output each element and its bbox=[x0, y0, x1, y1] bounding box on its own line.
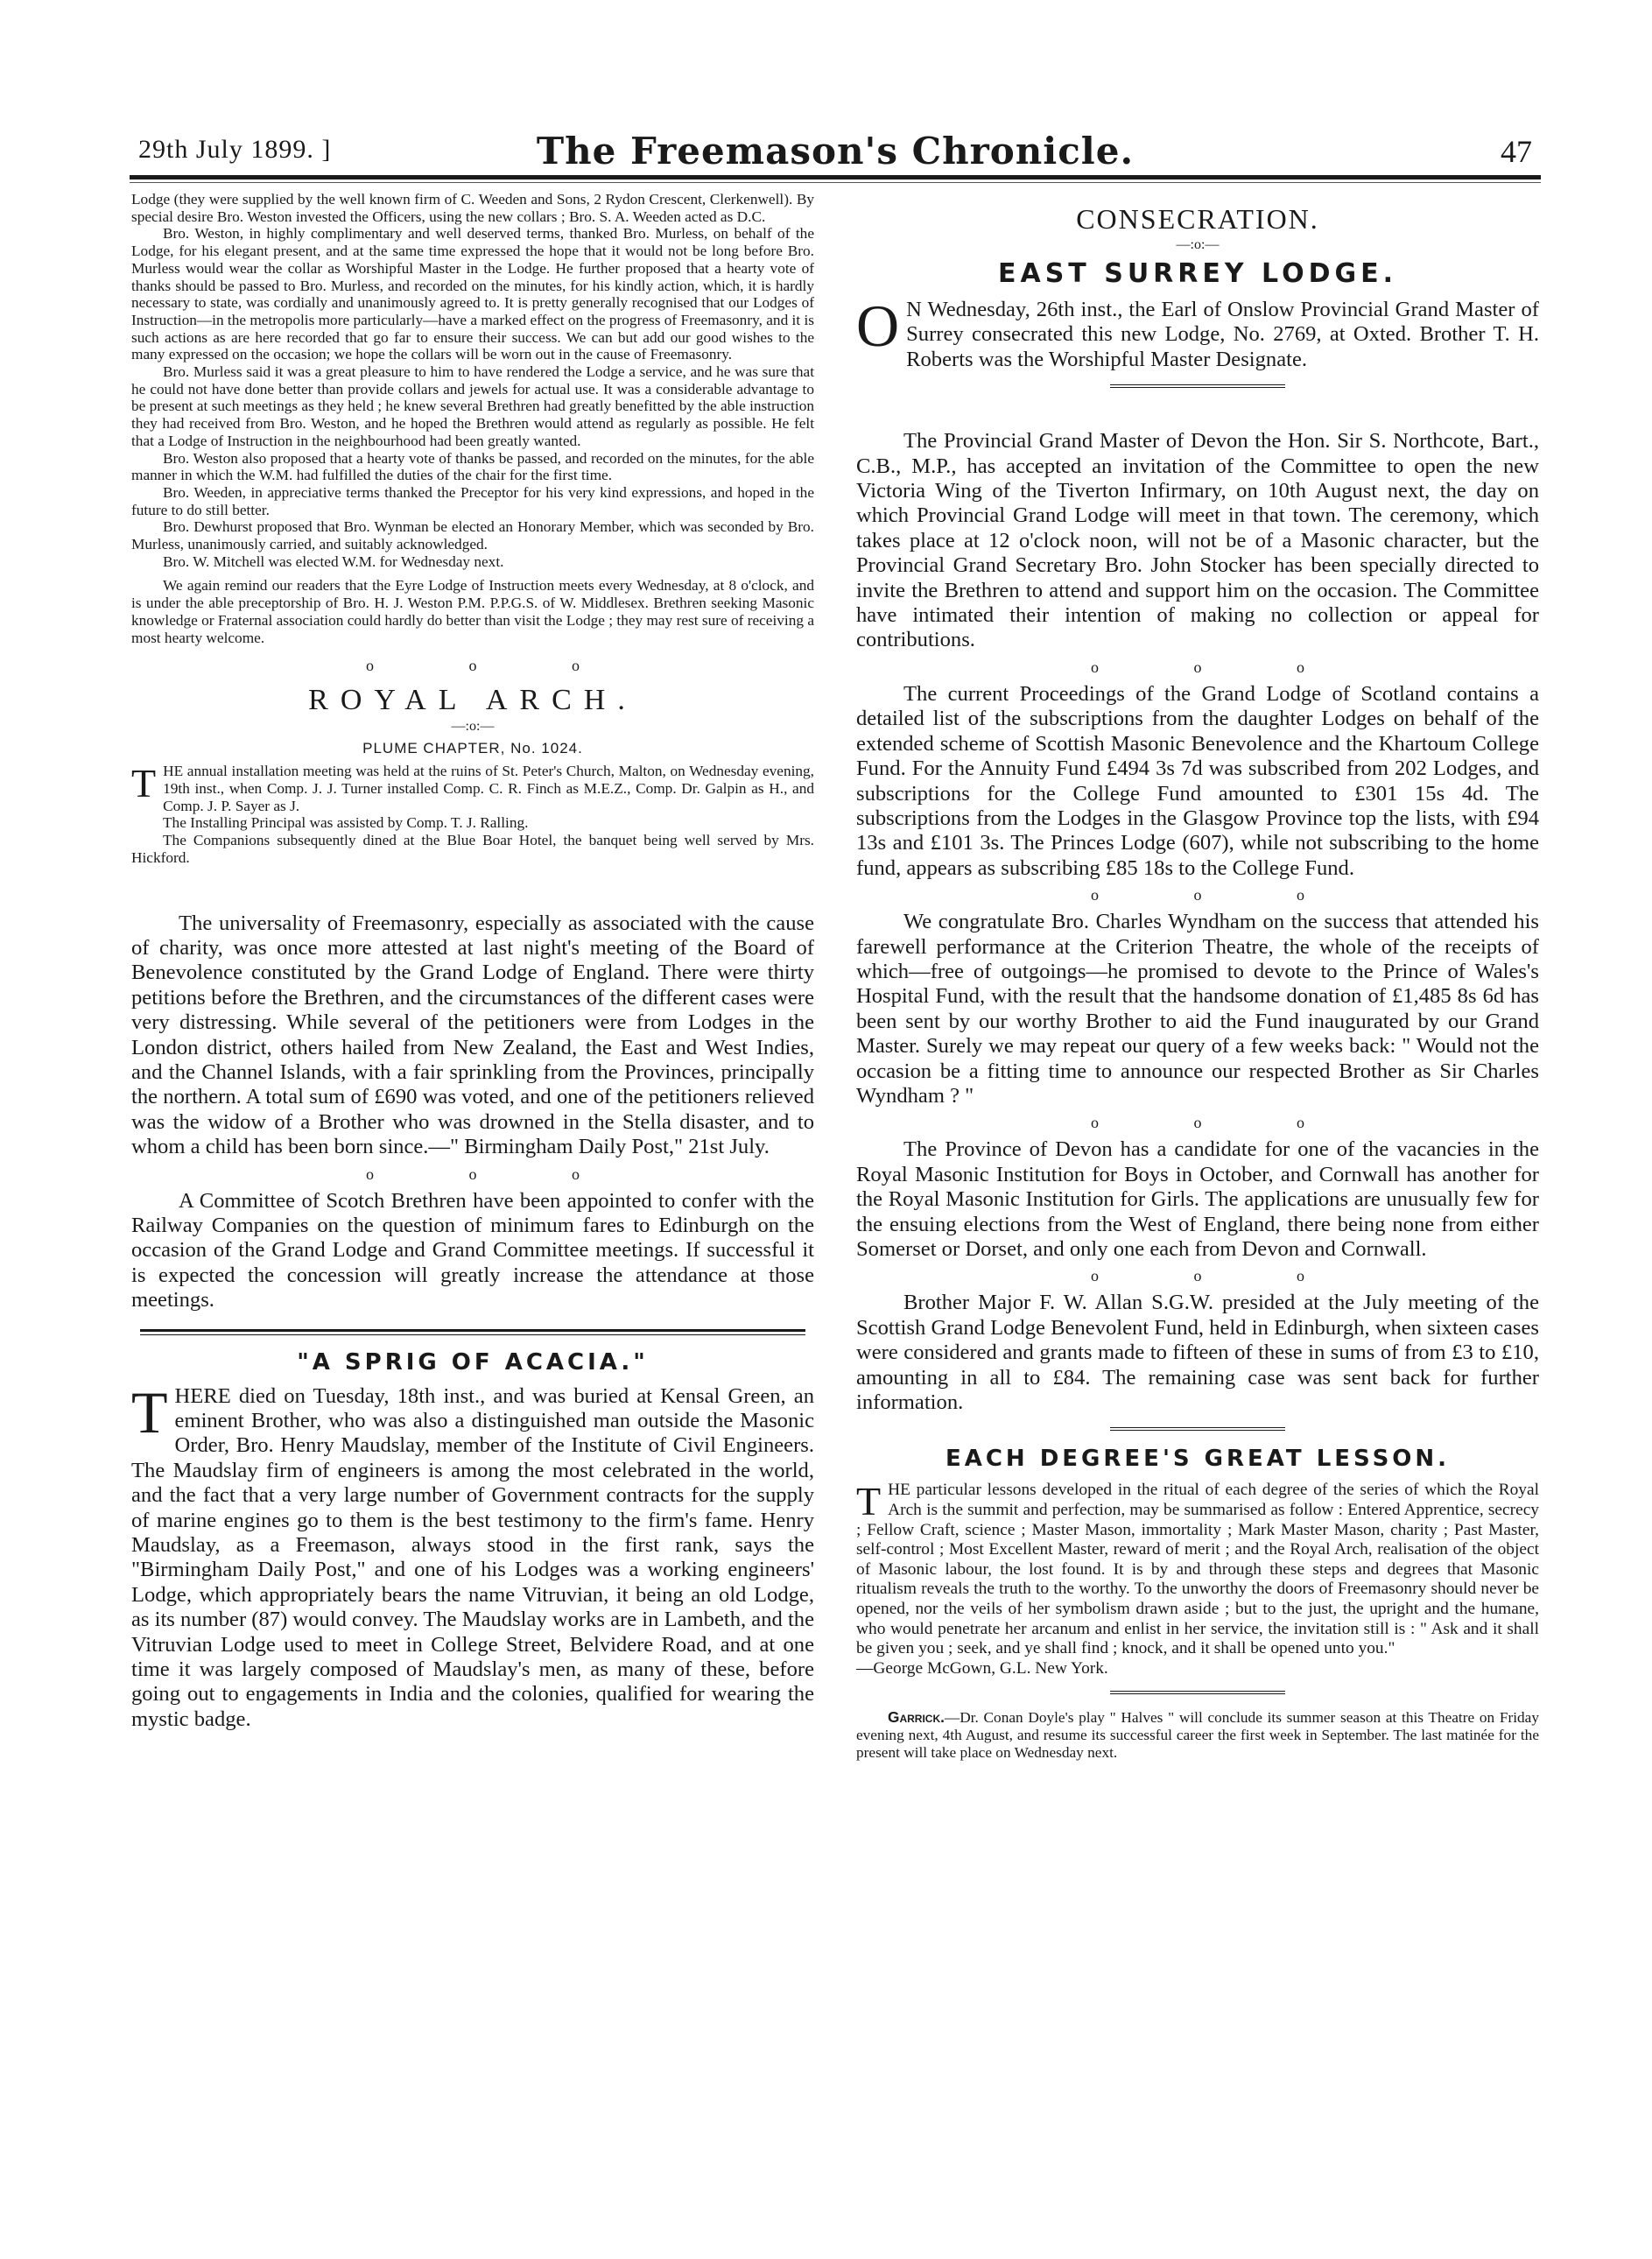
acacia-paragraph: THERE died on Tuesday, 18th inst., and was buried at Kensal Green, an eminent Brother, who was also a distinguished man outside the Masonic Order, Bro. Henry Maudslay, member of the Institute of Civil Engineers. The Maudslay firm of engineers is among the most celebrated in the world, and the fact that a very large number of Government contracts for the supply of marine engines go to them is the best testimony to the firm's fame. Henry Maudslay, as a Freemason, always stood in the first rank, says the "Birmingham Daily Post," and one of his Lodges was a working engineers' Lodge, which appropriately bears the name Vitruvian, it being an old Lodge, as its number (87) would convey. The Maudslay works are in Lambeth, and the Vitruvian Lodge used to meet in College Street, Belvidere Road, and at one time it was largely composed of Maudslay's men, as many of these, before going out to engagements in India and the colonies, qualified for wearing the mystic badge. bbox=[131, 1378, 814, 1731]
section-separator: o o o bbox=[1091, 1114, 1350, 1132]
universality-paragraph: The universality of Freemasonry, especially as associated with the cause of charity, was once more attested at last night's meeting of the Board of Benevolence constituted by the Grand Lodge of England. There were thirty petitions before the Brethren, and the circumstances of the different cases were very distressing. While several of the petitioners were from Lodges in the London district, others hailed from New Zealand, the East and West Indies, and the Channel Islands, with a fair sprinkling from the Provinces, principally the northern. A total sum of £690 was voted, and one of the petitioners relieved was the widow of a Brother who was drowned in the Stella disaster, and to whom a child has been born since.—" Birmingham Daily Post," 21st July. bbox=[131, 911, 814, 1159]
section-separator: o o o bbox=[1091, 886, 1350, 904]
scotland-paragraph: The current Proceedings of the Grand Lodge of Scotland contains a detailed list of the subscriptions from the daughter Lodges on behalf of the extended scheme of Scottish Masonic Benevolence and the Khartoum College Fund. For the Annuity Fund £494 3s 7d was subscribed from 202 Lodges, and subscriptions for the College Fund amounted to £301 15s 4d. The subscriptions from the Lodges in the Glasgow Province top the lists, with £94 13s and £101 3s. The Princes Lodge (607), while not subscribing to the home fund, appears as subscribing £85 18s to the College Fund. bbox=[856, 681, 1539, 880]
royal-arch-heading: ROYAL ARCH. bbox=[308, 684, 637, 717]
lesson-paragraph: THE particular lessons developed in the ritual of each degree of the series of which the Royal Arch is the summit and perfection, may be summarised as follow : Entered Apprentice, secrecy ; Fellow Craft, science ; Master Mason, immortality ; Mark Master Mason, charity ; Past Master, self-control ; Most Excellent Master, reward of merit ; and the Royal Arch, realisation of the object of Masonic labour, the lost found. It is by and through these steps and degrees that Masonic ritualism reveals the truth to the worthy. To the unworthy the doors of Freemasonry should never be opened, nor the veils of her symbolism drawn aside ; but to the just, the upright and the humane, who would penetrate her arcanum and enlist in her service, the invitation still is : " Ask and it shall be given you ; seek, and ye shall find ; knock, and it shall be opened unto you." bbox=[856, 1479, 1539, 1658]
lodge-paragraph: Bro. Weston, in highly complimentary and well deserved terms, thanked Bro. Murless, on behalf of the Lodge, for his elegant present, and at the same time expressed the hope that it would not be long before Bro. Murless would wear the collar as Worshipful Master in the Lodge. He further proposed that a hearty vote of thanks should be passed to Bro. Murless, and recorded on the minutes, for his kindly action, which, it is hardly necessary to state, was cordially and unanimously agreed to. It is pretty generally recognised that our Lodges of Instruction—in the metropolis more particularly—have a marked effect on the progress of Freemasonry, and it is such actions as are here recorded that go far to ensure their success. We can but add our good wishes to the many expressed on the occasion; we hope the collars will be worn out in the cause of Freemasonry. bbox=[131, 225, 814, 363]
consecration-paragraph: O N Wednesday, 26th inst., the Earl of Onslow Provincial Grand Master of Surrey consecrated this new Lodge, No. 2769, at Oxted. Brother T. H. Roberts was the Worshipful Master Designate. bbox=[856, 292, 1539, 371]
publication-title: The Freemason's Chronicle. bbox=[536, 130, 1135, 172]
section-separator: o o o bbox=[1091, 1267, 1350, 1285]
consecration-heading: CONSECRATION. bbox=[1076, 203, 1319, 235]
page-number: 47 bbox=[1501, 134, 1532, 169]
lodge-paragraph: We again remind our readers that the Eyre Lodge of Instruction meets every Wednesday, at 8 o'clock, and is under the able preceptorship of Bro. H. J. Weston P.M. P.P.G.S. of W. Middlesex. Brethren seeking Masonic knowledge or Fraternal association could hardly do better than visit the Lodge ; they may rest sure of receiving a most hearty welcome. bbox=[131, 577, 814, 646]
wyndham-paragraph: We congratulate Bro. Charles Wyndham on the success that attended his farewell performance at the Criterion Theatre, the whole of the receipts of which—free of outgoings—he promised to devote to the Prince of Wales's Hospital Fund, with the result that the handsome donation of £1,485 8s 6d has been sent by our worthy Brother to aid the Fund inaugurated by our Grand Master. Surely we may repeat our query of a few weeks back: " Would not the occasion be a fitting time to announce our respected Brother as Sir Charles Wyndham ? " bbox=[856, 910, 1539, 1108]
lodge-paragraph: Bro. W. Mitchell was elected W.M. for Wednesday next. bbox=[163, 552, 504, 570]
masthead-rule-thin bbox=[130, 182, 1541, 183]
east-surrey-heading: EAST SURREY LODGE. bbox=[997, 258, 1398, 289]
section-separator: o o o bbox=[366, 1165, 625, 1183]
royal-arch-paragraph: The Companions subsequently dined at the Blue Boar Hotel, the banquet being well served by Mrs. Hickford. bbox=[131, 832, 814, 866]
issue-date: 29th July 1899. ] bbox=[138, 135, 332, 164]
scotch-committee-paragraph: A Committee of Scotch Brethren have been appointed to confer with the Railway Companies on the question of minimum fares to Edinburgh on the occasion of the Grand Lodge and Grand Committee meetings. If successful it is expected the concession will greatly increase the attendance at those meetings. bbox=[131, 1188, 814, 1312]
section-rule bbox=[1110, 384, 1285, 391]
lesson-heading: EACH DEGREE'S GREAT LESSON. bbox=[945, 1446, 1451, 1473]
acacia-heading: "A SPRIG OF ACACIA." bbox=[297, 1348, 649, 1376]
lodge-paragraph: Bro. Murless said it was a great pleasure to him to have rendered the Lodge a service, and he was sure that he could not have done better than provide collars and jewels for actual use. It was a considerable advantage to be present at such meetings as they held ; he knew several Brethren had greatly benefitted by the able instruction they had received from Bro. Weston, and he hoped the Brethren would attend as regularly as possible. He felt that a Lodge of Instruction in the neighbourhood had been greatly wanted. bbox=[131, 363, 814, 449]
province-paragraph: The Province of Devon has a candidate for one of the vacancies in the Royal Masonic Institution for Boys in October, and Cornwall has another for the Royal Masonic Institution for Girls. The applications are unusually few for the ensuing elections from the West of England, there being none from either Somerset or Dorset, and only one each from Devon and Cornwall. bbox=[856, 1137, 1539, 1261]
allan-paragraph: Brother Major F. W. Allan S.G.W. presided at the July meeting of the Scottish Grand Lodge Benevolent Fund, held in Edinburgh, when sixteen cases were considered and grants made to fifteen of these in sums of from £3 to £10, amounting in all to £84. The remaining case was sent back for further information. bbox=[856, 1291, 1539, 1415]
section-rule bbox=[1110, 1427, 1285, 1433]
devon-paragraph: The Provincial Grand Master of Devon the Hon. Sir S. Northcote, Bart., C.B., M.P., has accepted an invitation of the Committee to open the new Victoria Wing of the Tiverton Infirmary, on 10th August next, the day on which Provincial Grand Lodge will meet in that town. The ceremony, which takes place at 12 o'clock noon, will not be of a Masonic character, but the Provincial Grand Secretary Bro. John Stocker has been specially directed to invite the Brethren to attend and support him on the occasion. The Committee have intimated their intention of making no collection or appeal for contributions. bbox=[856, 429, 1539, 652]
section-rule bbox=[1110, 1691, 1285, 1697]
left-column bbox=[131, 191, 814, 1732]
lesson-signature: —George McGown, G.L. New York. bbox=[856, 1658, 1108, 1678]
drop-cap: T bbox=[131, 1378, 168, 1446]
lodge-paragraph: Bro. Dewhurst proposed that Bro. Wynman be elected an Honorary Member, which was seconded by Bro. Murless, unanimously carried, and suitably acknowledged. bbox=[131, 518, 814, 553]
royal-arch-paragraph: The Installing Principal was assisted by Comp. T. J. Ralling. bbox=[163, 814, 529, 832]
garrick-paragraph: Garrick.—Dr. Conan Doyle's play " Halves " will conclude its summer season at this Theatre on Friday evening next, 4th August, and resume its successful career the first week in September. The last matinée for the present will take place on Wednesday next. bbox=[856, 1708, 1539, 1761]
lodge-paragraph: Lodge (they were supplied by the well known firm of C. Weeden and Sons, 2 Rydon Crescent, Clerkenwell). By special desire Bro. Weston invested the Officers, using the new collars ; Bro. S. A. Weeden acted as D.C. bbox=[131, 191, 814, 225]
chapter-heading: PLUME CHAPTER, No. 1024. bbox=[362, 740, 583, 757]
royal-arch-paragraph: THE annual installation meeting was held at the ruins of St. Peter's Church, Malton, on Wednesday evening, 19th inst., when Comp. J. J. Turner installed Comp. C. R. Finch as M.E.Z., Comp. Dr. Galpin as H., and Comp. J. P. Sayer as J. bbox=[131, 761, 814, 814]
section-separator: o o o bbox=[1091, 658, 1350, 676]
right-column bbox=[856, 191, 1539, 1761]
section-rule bbox=[140, 1329, 805, 1335]
heading-ornament: —:o:— bbox=[451, 719, 495, 735]
drop-cap: O bbox=[856, 292, 900, 359]
lodge-paragraph: Bro. Weston also proposed that a hearty vote of thanks be passed, and recorded on the minutes, for the able manner in which the W.M. had fulfilled the duties of the chair for the first time. bbox=[131, 449, 814, 484]
lodge-paragraph: Bro. Weeden, in appreciative terms thanked the Preceptor for his very kind expressions, and hoped in the future to do still better. bbox=[131, 483, 814, 518]
drop-cap: T bbox=[131, 761, 157, 806]
masthead-rule bbox=[130, 175, 1541, 179]
drop-cap: T bbox=[856, 1479, 882, 1524]
masthead bbox=[130, 130, 1541, 173]
section-separator: o o o bbox=[366, 657, 625, 675]
heading-ornament: —:o:— bbox=[1176, 237, 1220, 252]
garrick-label: Garrick. bbox=[888, 1708, 945, 1727]
